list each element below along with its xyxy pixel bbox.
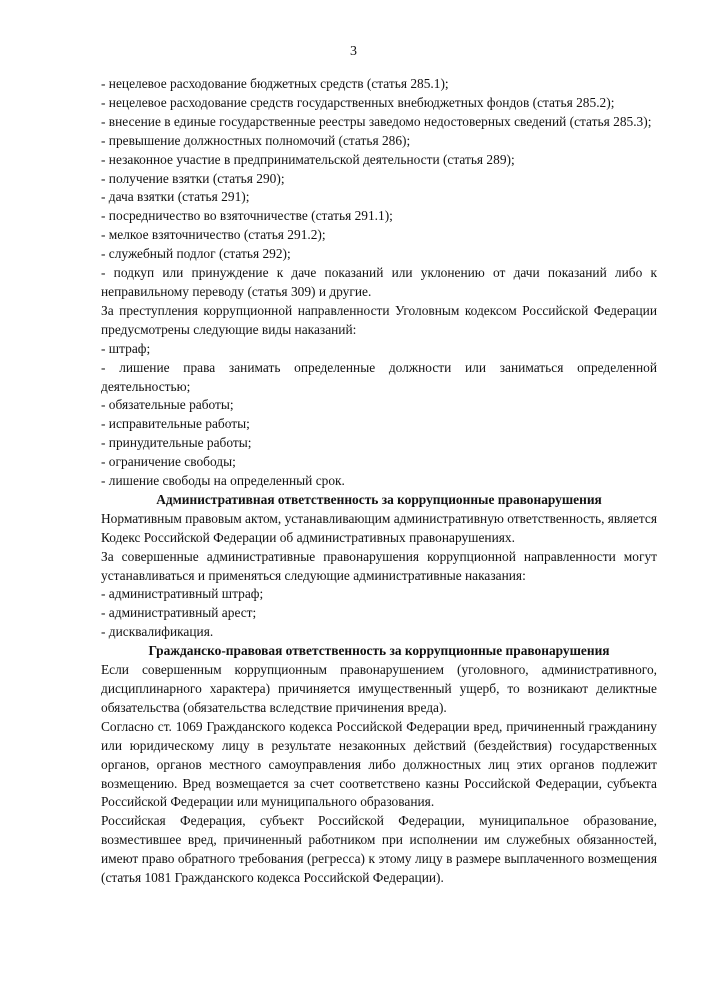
list-item-administrative-penalty: - административный штраф; bbox=[101, 586, 264, 602]
civil-paragraph: Российская Федерация, субъект Российской Федерации, муниципальное образование, возместившее вред, причиненный работником при исполнении им служебных обязанностей, имеют право обратного требования (регресса) к этому лицу в размере выплаченного возмещения (статья 1081 Гражданского кодекса Российской Федерации). bbox=[101, 813, 657, 886]
list-item-punishment: - принудительные работы; bbox=[101, 435, 252, 451]
civil-heading: Гражданско-правовая ответственность за коррупционные правонарушения bbox=[148, 643, 610, 659]
list-item-punishment: - обязательные работы; bbox=[101, 397, 234, 413]
list-item-crime: - незаконное участие в предпринимательской деятельности (статья 289); bbox=[101, 151, 515, 167]
list-item-punishment: - лишение свободы на определенный срок. bbox=[101, 473, 345, 489]
civil-paragraph: Согласно ст. 1069 Гражданского кодекса Российской Федерации вред, причиненный гражданину или юридическому лицу в результате незаконных действий (бездействия) государственных органов, органов местного самоуправления либо должностных лиц этих органов подлежит возмещению. Вред возмещается за счет соответствено казны Российской Федерации, субъекта Российской Федерации или муниципального образования. bbox=[101, 718, 657, 810]
list-item-crime: - нецелевое расходование бюджетных средств (статья 285.1); bbox=[101, 76, 449, 91]
list-item-crime: - дача взятки (статья 291); bbox=[101, 189, 250, 205]
list-item-administrative-penalty: - дисквалификация. bbox=[101, 624, 214, 640]
list-item-crime: - нецелевое расходование средств государственных внебюджетных фондов (статья 285.2); bbox=[101, 94, 615, 110]
list-item-crime: - посредничество во взяточничестве (статья 291.1); bbox=[101, 208, 393, 224]
list-item-administrative-penalty: - административный арест; bbox=[101, 605, 257, 621]
document-body bbox=[101, 75, 657, 888]
list-item-crime: - получение взятки (статья 290); bbox=[101, 170, 285, 186]
list-item-crime: - мелкое взяточничество (статья 291.2); bbox=[101, 227, 326, 243]
list-item-punishment: - исправительные работы; bbox=[101, 416, 250, 432]
list-item-punishment: - ограничение свободы; bbox=[101, 454, 236, 470]
list-item-crime: - подкуп или принуждение к даче показаний или уклонению от дачи показаний либо к неправильному переводу (статья 309) и другие. bbox=[101, 265, 657, 299]
civil-paragraph: Если совершенным коррупционным правонарушением (уголовного, административного, дисциплинарного характера) причиняется имущественный ущерб, то возникают деликтные обязательства (обязательства вследствие причинения вреда). bbox=[101, 662, 657, 715]
list-item-punishment: - лишение права занимать определенные должности или заниматься определенной деятельностью; bbox=[101, 359, 657, 394]
page-number: 3 bbox=[350, 44, 357, 59]
list-item-crime: - служебный подлог (статья 292); bbox=[101, 246, 291, 262]
list-item-crime: - превышение должностных полномочий (статья 286); bbox=[101, 132, 411, 148]
list-item-punishment: - штраф; bbox=[101, 340, 151, 356]
criminal-punishments-intro: За преступления коррупционной направленности Уголовным кодексом Российской Федерации предусмотрены следующие виды наказаний: bbox=[101, 302, 657, 337]
list-item-crime: - внесение в единые государственные реестры заведомо недостоверных сведений (статья 285.3); bbox=[101, 113, 652, 129]
administrative-paragraph: За совершенные административные правонарушения коррупционной направленности могут устанавливаться и применяться следующие административные наказания: bbox=[101, 548, 657, 583]
administrative-paragraph: Нормативным правовым актом, устанавливающим административную ответственность, является Кодекс Российской Федерации об административных правонарушениях. bbox=[101, 510, 657, 545]
administrative-heading: Административная ответственность за коррупционные правонарушения bbox=[156, 491, 602, 507]
